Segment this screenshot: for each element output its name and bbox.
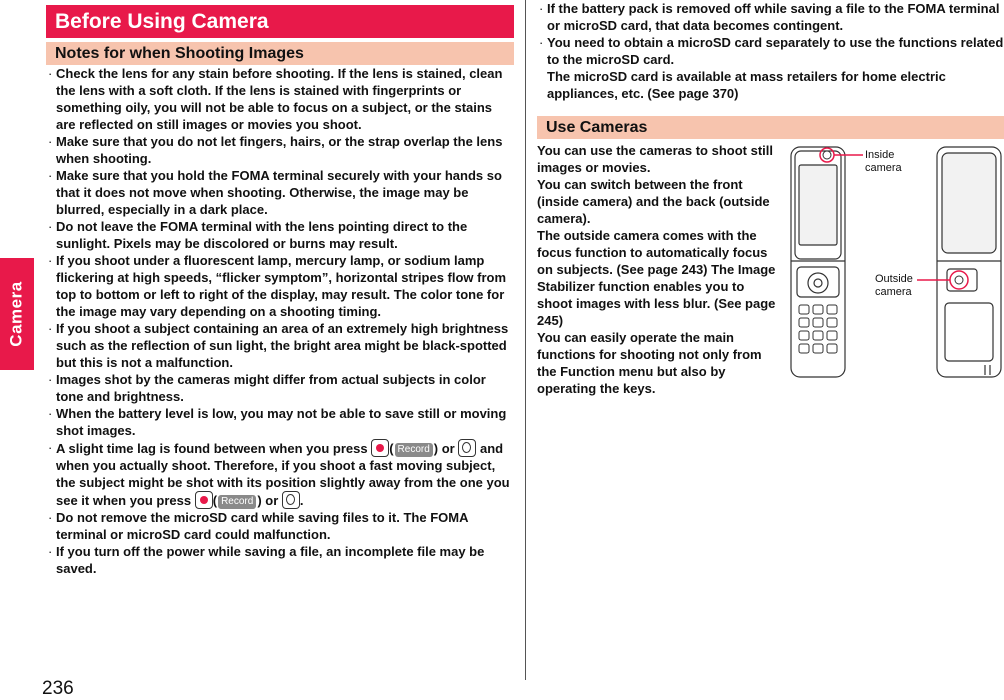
list-item: · Make sure that you hold the FOMA terminal securely with your hands so that it does not move when shooting. Otherwise, the image may be blurred, especially in a dark place. <box>46 167 514 218</box>
section-side-tab <box>0 258 34 370</box>
list-item: · If the battery pack is removed off while saving a file to the FOMA terminal or microSD card, that data becomes contingent. <box>537 0 1004 34</box>
phone-camera-figure <box>785 143 1004 381</box>
use-cameras-text <box>537 142 777 397</box>
side-tab-label: Camera <box>7 281 26 347</box>
list-item: · Do not remove the microSD card while saving files to it. The FOMA terminal or microSD card could malfunction. <box>46 509 514 543</box>
phone-back-view <box>937 147 1001 377</box>
list-item: · Images shot by the cameras might differ from actual subjects in color tone and brightness. <box>46 371 514 405</box>
left-column <box>46 0 514 577</box>
list-item: · Make sure that you do not let fingers, hairs, or the strap overlap the lens when shooting. <box>46 133 514 167</box>
paragraph: You can switch between the front (inside camera) and the back (outside camera). <box>537 177 770 226</box>
zero-key-icon <box>458 439 476 457</box>
paragraph: The outside camera comes with the focus function to automatically focus on subjects. (See page 243) The Image Stabilizer function enables you to shoot images with less blur. (See page 245) <box>537 228 776 328</box>
phone-illustration <box>785 143 1004 381</box>
page-number: 236 <box>42 678 74 699</box>
list-item: · If you shoot a subject containing an area of an extremely high brightness such as the reflection of sun light, the bright area might be black-spotted but this is not a malfunction. <box>46 320 514 371</box>
list-item: · Check the lens for any stain before shooting. If the lens is stained, clean the lens with a soft cloth. If the lens is stained with fingerprints or something oily, you will not be able to focus on a subject, or the stains are reflected on still images or movies you shoot. <box>46 65 514 133</box>
use-cameras-heading: Use Cameras <box>537 116 1004 139</box>
list-item: · If you shoot under a fluorescent lamp, mercury lamp, or sodium lamp flickering at high speeds, “flicker symptom”, horizontal stripes flow from top to bottom or left to right of the display, may result. The color tone for the image may vary depending on a shooting timing. <box>46 252 514 320</box>
center-key-icon <box>195 491 213 509</box>
list-item: · You need to obtain a microSD card separately to use the functions related to the microSD card. The microSD card is available at mass retailers for home electric appliances, etc. (See page 370) <box>537 34 1004 102</box>
shooting-notes-list <box>46 65 514 577</box>
list-item-time-lag: · A slight time lag is found between when you press ( Record ) or and when you actually shoot. Therefore, if you shoot a fast moving subject, the subject might be shot with its position slightly away from the one you see it when you press ( Record ) or . <box>46 439 514 509</box>
center-key-icon <box>371 439 389 457</box>
continued-notes-list <box>537 0 1004 102</box>
section-title: Before Using Camera <box>46 5 514 38</box>
section-subtitle: Notes for when Shooting Images <box>46 42 514 65</box>
outside-camera-label: Outside camera <box>875 273 913 298</box>
record-softkey-label: Record <box>218 495 256 509</box>
paragraph: You can easily operate the main functions for shooting not only from the Function menu but also by operating the keys. <box>537 330 762 396</box>
phone-front-view <box>791 147 845 377</box>
list-item: · When the battery level is low, you may not be able to save still or moving shot images. <box>46 405 514 439</box>
paragraph: You can use the cameras to shoot still images or movies. <box>537 143 773 175</box>
list-item: · Do not leave the FOMA terminal with the lens pointing direct to the sunlight. Pixels may be discolored or burns may result. <box>46 218 514 252</box>
inside-camera-label: Inside camera <box>865 149 902 174</box>
column-divider <box>525 0 526 680</box>
right-column <box>537 0 1004 396</box>
zero-key-icon <box>282 491 300 509</box>
record-softkey-label: Record <box>395 443 433 457</box>
list-item: · If you turn off the power while saving a file, an incomplete file may be saved. <box>46 543 514 577</box>
